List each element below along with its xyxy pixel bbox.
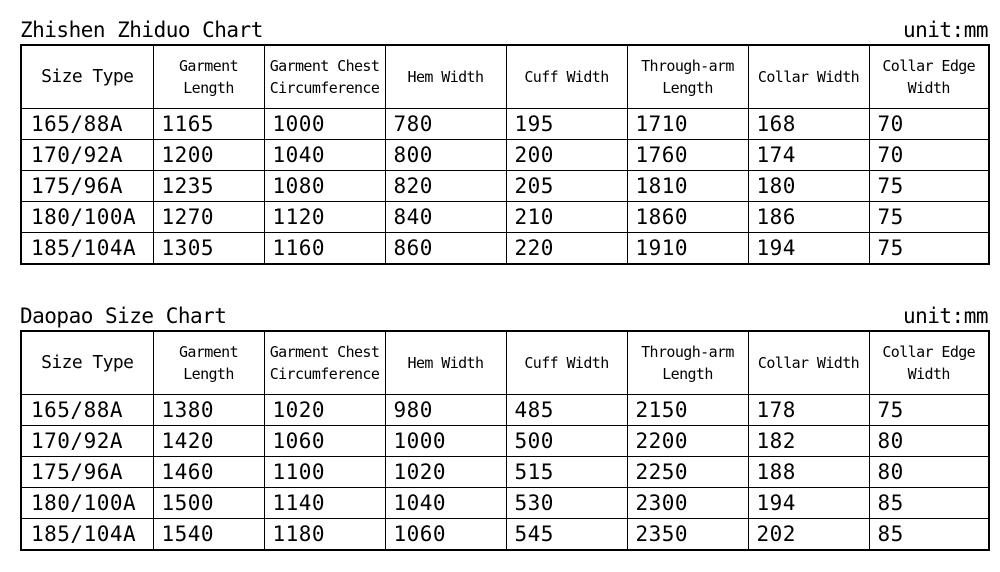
- table-row: [21, 426, 989, 457]
- cuff-width-cell: 515: [506, 457, 627, 488]
- daopao-header-hem-width: Hem Width: [385, 331, 506, 395]
- chest-cell: 1160: [264, 233, 385, 265]
- size-cell: 175/96A: [21, 171, 153, 202]
- garment-length-cell: 1270: [153, 202, 264, 233]
- size-cell: 185/104A: [21, 233, 153, 265]
- daopao-header-collar-width: Collar Width: [748, 331, 869, 395]
- through-arm-cell: 1860: [627, 202, 748, 233]
- size-cell: 175/96A: [21, 457, 153, 488]
- collar-width-cell: 202: [748, 519, 869, 551]
- collar-edge-cell: 70: [869, 109, 989, 140]
- size-cell: 180/100A: [21, 202, 153, 233]
- hem-width-cell: 1020: [385, 457, 506, 488]
- zhishen-header-collar-width: Collar Width: [748, 45, 869, 109]
- cuff-width-cell: 500: [506, 426, 627, 457]
- cuff-width-cell: 195: [506, 109, 627, 140]
- chest-cell: 1180: [264, 519, 385, 551]
- zhishen-unit: unit:mm: [902, 18, 988, 42]
- zhishen-header-through-arm: Through-arm Length: [627, 45, 748, 109]
- hem-width-cell: 840: [385, 202, 506, 233]
- collar-width-cell: 188: [748, 457, 869, 488]
- garment-length-cell: 1540: [153, 519, 264, 551]
- daopao-unit: unit:mm: [902, 304, 988, 328]
- garment-length-cell: 1200: [153, 140, 264, 171]
- hem-width-cell: 1000: [385, 426, 506, 457]
- through-arm-cell: 2150: [627, 395, 748, 426]
- table-row: [21, 519, 989, 551]
- collar-edge-cell: 80: [869, 426, 989, 457]
- chest-cell: 1040: [264, 140, 385, 171]
- size-cell: 180/100A: [21, 488, 153, 519]
- collar-edge-cell: 75: [869, 233, 989, 265]
- hem-width-cell: 860: [385, 233, 506, 265]
- table-row: [21, 457, 989, 488]
- cuff-width-cell: 205: [506, 171, 627, 202]
- collar-width-cell: 168: [748, 109, 869, 140]
- through-arm-cell: 1760: [627, 140, 748, 171]
- table-row: [21, 233, 989, 265]
- hem-width-cell: 800: [385, 140, 506, 171]
- table-row: [21, 109, 989, 140]
- zhishen-header-chest: Garment Chest Circumference: [264, 45, 385, 109]
- cuff-width-cell: 545: [506, 519, 627, 551]
- collar-width-cell: 186: [748, 202, 869, 233]
- table-row: [21, 488, 989, 519]
- collar-width-cell: 182: [748, 426, 869, 457]
- collar-width-cell: 178: [748, 395, 869, 426]
- daopao-size-table: [20, 330, 990, 551]
- zhishen-title: Zhishen Zhiduo Chart: [20, 18, 263, 42]
- zhishen-section: [20, 14, 988, 265]
- collar-edge-cell: 75: [869, 395, 989, 426]
- collar-edge-cell: 85: [869, 519, 989, 551]
- daopao-title-row: [20, 300, 988, 330]
- garment-length-cell: 1165: [153, 109, 264, 140]
- hem-width-cell: 820: [385, 171, 506, 202]
- through-arm-cell: 2350: [627, 519, 748, 551]
- chest-cell: 1020: [264, 395, 385, 426]
- zhishen-header-row: [21, 45, 989, 109]
- chest-cell: 1140: [264, 488, 385, 519]
- cuff-width-cell: 200: [506, 140, 627, 171]
- zhishen-size-table: [20, 44, 990, 265]
- through-arm-cell: 1810: [627, 171, 748, 202]
- daopao-header-collar-edge: Collar Edge Width: [869, 331, 989, 395]
- collar-width-cell: 174: [748, 140, 869, 171]
- garment-length-cell: 1235: [153, 171, 264, 202]
- daopao-title: Daopao Size Chart: [20, 304, 227, 328]
- collar-width-cell: 194: [748, 488, 869, 519]
- cuff-width-cell: 485: [506, 395, 627, 426]
- hem-width-cell: 980: [385, 395, 506, 426]
- collar-edge-cell: 70: [869, 140, 989, 171]
- chest-cell: 1000: [264, 109, 385, 140]
- through-arm-cell: 2250: [627, 457, 748, 488]
- daopao-section: [20, 300, 988, 551]
- zhishen-header-hem-width: Hem Width: [385, 45, 506, 109]
- through-arm-cell: 1910: [627, 233, 748, 265]
- collar-edge-cell: 75: [869, 202, 989, 233]
- collar-edge-cell: 80: [869, 457, 989, 488]
- through-arm-cell: 1710: [627, 109, 748, 140]
- cuff-width-cell: 220: [506, 233, 627, 265]
- zhishen-title-row: [20, 14, 988, 44]
- garment-length-cell: 1420: [153, 426, 264, 457]
- daopao-header-through-arm: Through-arm Length: [627, 331, 748, 395]
- daopao-header-chest: Garment Chest Circumference: [264, 331, 385, 395]
- garment-length-cell: 1380: [153, 395, 264, 426]
- through-arm-cell: 2300: [627, 488, 748, 519]
- table-row: [21, 202, 989, 233]
- chest-cell: 1060: [264, 426, 385, 457]
- table-row: [21, 171, 989, 202]
- zhishen-header-size-type: Size Type: [21, 45, 153, 109]
- daopao-header-cuff-width: Cuff Width: [506, 331, 627, 395]
- collar-width-cell: 194: [748, 233, 869, 265]
- table-row: [21, 140, 989, 171]
- size-cell: 170/92A: [21, 140, 153, 171]
- through-arm-cell: 2200: [627, 426, 748, 457]
- garment-length-cell: 1500: [153, 488, 264, 519]
- garment-length-cell: 1460: [153, 457, 264, 488]
- size-cell: 165/88A: [21, 395, 153, 426]
- daopao-header-garment-length: Garment Length: [153, 331, 264, 395]
- zhishen-header-cuff-width: Cuff Width: [506, 45, 627, 109]
- collar-edge-cell: 85: [869, 488, 989, 519]
- collar-edge-cell: 75: [869, 171, 989, 202]
- daopao-header-row: [21, 331, 989, 395]
- hem-width-cell: 1060: [385, 519, 506, 551]
- zhishen-header-collar-edge: Collar Edge Width: [869, 45, 989, 109]
- collar-width-cell: 180: [748, 171, 869, 202]
- table-row: [21, 395, 989, 426]
- cuff-width-cell: 530: [506, 488, 627, 519]
- hem-width-cell: 1040: [385, 488, 506, 519]
- hem-width-cell: 780: [385, 109, 506, 140]
- chest-cell: 1080: [264, 171, 385, 202]
- size-cell: 185/104A: [21, 519, 153, 551]
- chest-cell: 1120: [264, 202, 385, 233]
- cuff-width-cell: 210: [506, 202, 627, 233]
- chest-cell: 1100: [264, 457, 385, 488]
- daopao-header-size-type: Size Type: [21, 331, 153, 395]
- size-cell: 170/92A: [21, 426, 153, 457]
- garment-length-cell: 1305: [153, 233, 264, 265]
- size-cell: 165/88A: [21, 109, 153, 140]
- zhishen-header-garment-length: Garment Length: [153, 45, 264, 109]
